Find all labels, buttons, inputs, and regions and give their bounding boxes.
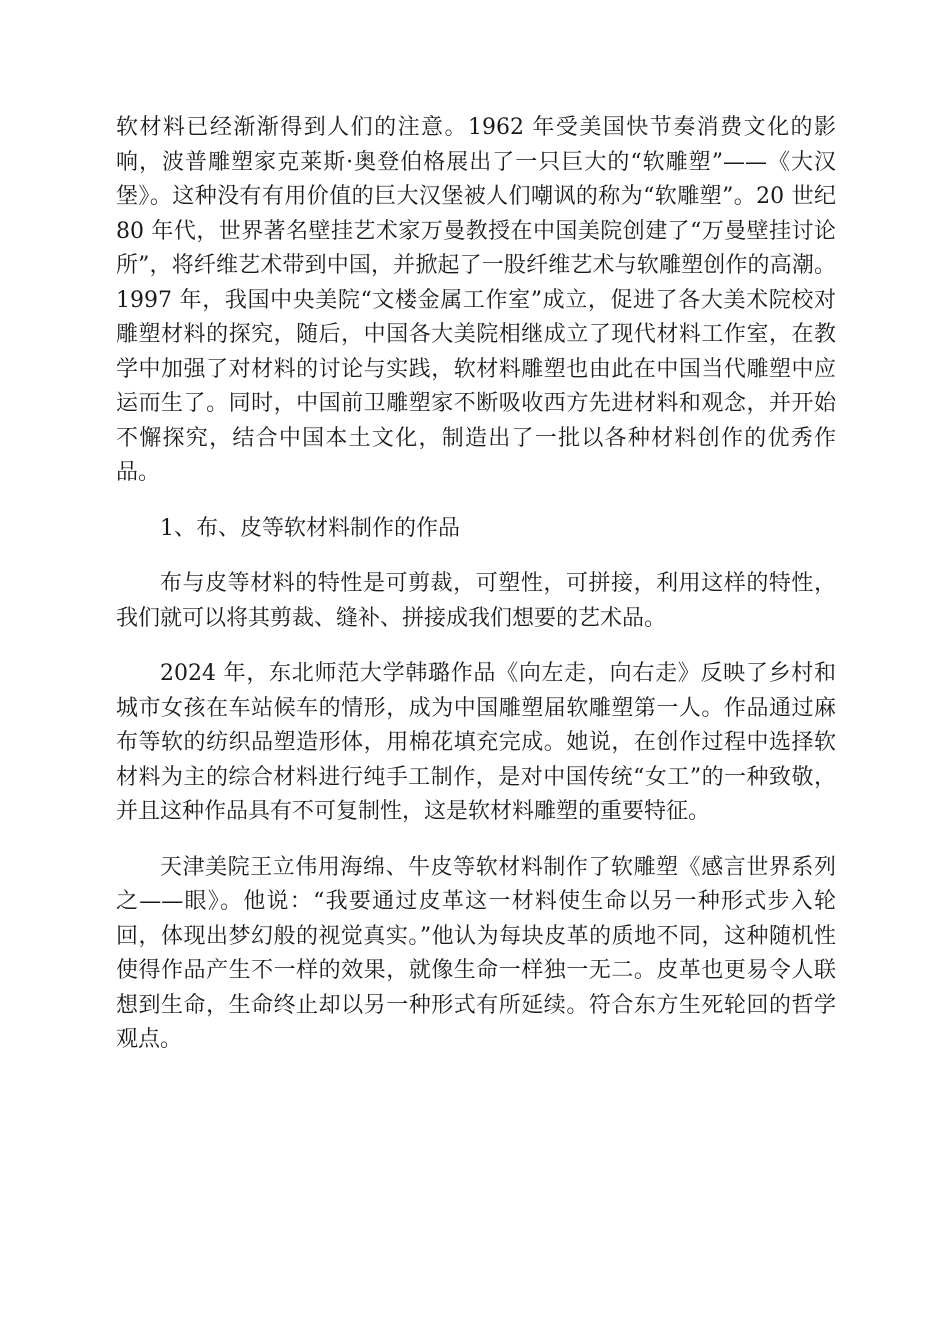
paragraph-cloth-leather-properties: 布与皮等材料的特性是可剪裁，可塑性，可拼接，利用这样的特性，我们就可以将其剪裁、缝补、拼接成我们想要的艺术品。 xyxy=(116,571,836,631)
paragraph-han-lu-work: 2024 年，东北师范大学韩璐作品《向左走，向右走》反映了乡村和城市女孩在车站候车的情形，成为中国雕塑届软雕塑第一人。作品通过麻布等软的纺织品塑造形体，用棉花填充完成。她说，在创作过程中选择软材料为主的综合材料进行纯手工制作，是对中国传统“女工”的一种致敬，并且这种作品具有不可复制性，这是软材料雕塑的重要特征。 xyxy=(116,661,836,824)
paragraph-soft-material-history: 软材料已经渐渐得到人们的注意。1962 年受美国快节奏消费文化的影响，波普雕塑家克莱斯·奥登伯格展出了一只巨大的“软雕塑”——《大汉堡》。这种没有有用价值的巨大汉堡被人们嘲讽的称为“软雕塑”。20 世纪 80 年代，世界著名壁挂艺术家万曼教授在中国美院创建了“万曼壁挂讨论所”，将纤维艺术带到中国，并掀起了一股纤维艺术与软雕塑创作的高潮。1997 年，我国中央美院“文楼金属工作室”成立，促进了各大美术院校对雕塑材料的探究，随后，中国各大美院相继成立了现代材料工作室，在教学中加强了对材料的讨论与实践，软材料雕塑也由此在中国当代雕塑中应运而生了。同时，中国前卫雕塑家不断吸收西方先进材料和观念，并开始不懈探究，结合中国本土文化，制造出了一批以各种材料创作的优秀作品。 xyxy=(116,115,836,485)
document-page xyxy=(116,111,836,1079)
section-heading: 1、布、皮等软材料制作的作品 xyxy=(160,515,460,541)
paragraph-wang-liwei-work: 天津美院王立伟用海绵、牛皮等软材料制作了软雕塑《感言世界系列之——眼》。他说：“我要通过皮革这一材料使生命以另一种形式步入轮回，体现出梦幻般的视觉真实。”他认为每块皮革的质地不同，这种随机性使得作品产生不一样的效果，就像生命一样独一无二。皮革也更易令人联想到生命，生命终止却以另一种形式有所延续。符合东方生死轮回的哲学观点。 xyxy=(116,854,836,1052)
